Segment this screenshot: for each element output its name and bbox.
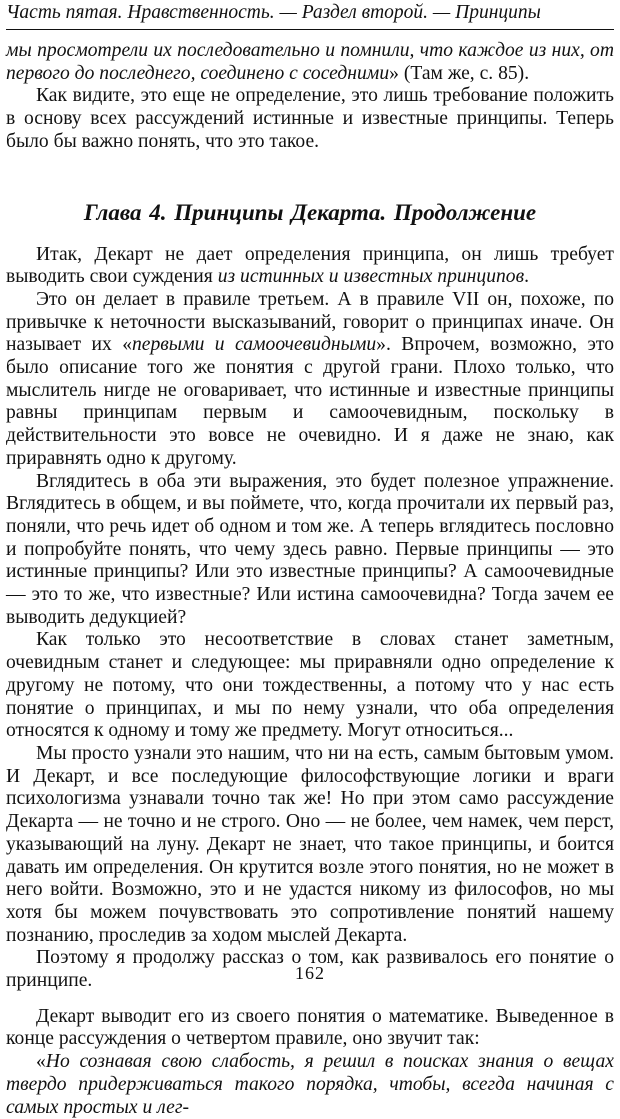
paragraph [6, 629, 614, 743]
paragraphs-before [6, 40, 614, 154]
paragraph [6, 85, 614, 153]
text-segment: Как только это несоответствие в словах станет заметным, очевидным станет и следующее: мы приравняли одно определение к другому не потому, что они тождественны, а потому что у нас есть понятие о принципах, и мы по нему узнали, что оба определения относятся к одному и тому же предмету. Могут относиться... [6, 629, 614, 742]
text-segment: . [524, 266, 529, 288]
italic-text: мы просмотрели их последовательно и помнили, что каждое из них, от первого до последнего, соединено с соседними [6, 40, 614, 84]
paragraph [6, 1051, 614, 1119]
italic-text: Но сознавая свою слабость, я решил в поисках знания о вещах твердо придерживаться такого порядка, чтобы, всегда начиная с самых простых и лег- [6, 1051, 614, 1118]
paragraph [6, 289, 614, 471]
text-segment: Это он делает в правиле третьем. А в правиле VII он, похоже, по привычке к неточности высказываний, говорит о принципах иначе. Он называет их « [6, 288, 614, 356]
paragraph [6, 40, 614, 85]
text-segment: Декарт выводит его из своего понятия о математике. Выведенное в конце рассуждения о четвертом правиле, оно звучит так: [6, 1005, 614, 1050]
text-body [6, 40, 614, 1119]
italic-text: из истинных и известных принципов [217, 266, 525, 288]
header-rule [6, 29, 614, 30]
chapter-title: Глава 4. Принципы Декарта. Продолжение [83, 199, 537, 225]
text-segment: Мы просто узнали это нашим, что ни на есть, самым бытовым умом. И Декарт, и все последующие философствующие логики и враги психологизма узнавали точно так же! Но при этом само рассуждение Декарта — не точно и не строго. Оно — не более, чем намек, чем перст, указывающий на луну. Декарт не знает, что такое принципы, и боится давать им определения. Он крутится возле этого понятия, но не может в него войти. Возможно, это и не удастся никому из философов, но мы хотя бы можем почувствовать это сопротивление понятий нашему познанию, проследив за ходом мыслей Декарта. [6, 742, 614, 946]
section-gap [6, 993, 614, 1006]
paragraphs-after [6, 244, 614, 993]
text-segment: Итак, Декарт не дает определения принципа, он лишь требует выводить свои суждения [6, 243, 614, 288]
text-segment: Поэтому я продолжу рассказ о том, как развивалось его понятие о принципе. [6, 947, 614, 992]
paragraph [6, 1006, 614, 1051]
paragraph-gap [6, 154, 614, 164]
page-number: 162 [295, 963, 325, 983]
paragraph [6, 743, 614, 947]
paragraph [6, 471, 614, 630]
italic-text: первыми и самоочевидными [132, 334, 377, 356]
paragraphs-final [6, 1006, 614, 1119]
text-segment: Вглядитесь в оба эти выражения, это будет полезное упражнение. Вглядитесь в общем, и вы поймете, что, когда прочитали их первый раз, поняли, что речь идет об одном и том же. А теперь вглядитесь пословно и попробуйте понять, что чему здесь равно. Первые принципы — это истинные принципы? Или это известные принципы? А самоочевидные — это то же, что известные? Или истина самоочевидна? Тогда зачем ее выводить дедукцией? [6, 470, 614, 628]
paragraph [6, 244, 614, 289]
text-segment: « [36, 1051, 46, 1073]
text-segment: » (Там же, с. 85). [389, 62, 530, 84]
running-head: Часть пятая. Нравственность. — Раздел второй. — Принципы [6, 2, 541, 23]
text-segment: ». Впрочем, возможно, это было описание того же понятия с другой грани. Плохо только, что мыслитель нигде не оговаривает, что истинные и известные принципы равны принципам первым и самоочевидным, поскольку в действительности это вовсе не очевидно. И я даже не знаю, как приравнять одно к другому. [6, 334, 614, 469]
text-segment: Как видите, это еще не определение, это лишь требование положить в основу всех рассуждений истинные и известные принципы. Теперь было бы важно понять, что это такое. [6, 85, 614, 152]
